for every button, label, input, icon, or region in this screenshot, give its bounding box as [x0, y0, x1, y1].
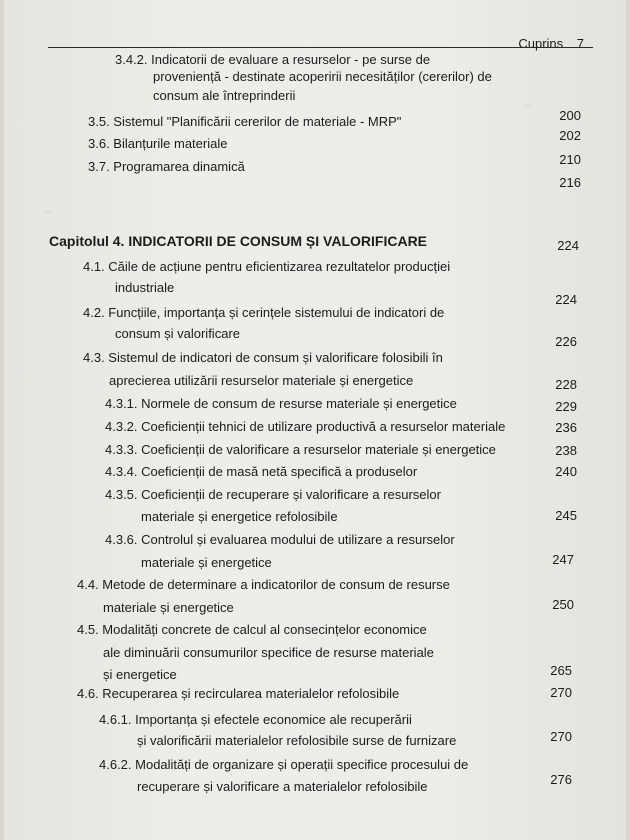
toc-line: 3.4.2. Indicatorii de evaluare a resurselor - pe surse de: [115, 52, 431, 67]
toc-line: 4.3.5. Coeficienții de recuperare și valorificare a resurselor: [105, 487, 441, 502]
toc-line: materiale și energetice: [103, 600, 234, 615]
toc-line: 3.5. Sistemul "Planificării cererilor de materiale - MRP": [88, 114, 402, 129]
toc-line: 4.3.2. Coeficienții tehnici de utilizare productivă a resurselor materiale: [105, 419, 506, 434]
toc-line: 4.1. Căile de acțiune pentru eficientizarea rezultatelor producției: [83, 259, 451, 274]
toc-line: aprecierea utilizării resurselor materiale și energetice: [109, 373, 414, 388]
toc-line: proveniență - destinate acoperirii necesităților (cererilor) de: [153, 69, 492, 84]
toc-line: 4.2. Funcțiile, importanța și cerințele sistemului de indicatori de: [83, 305, 445, 320]
bleed-through-mark: ─: [524, 98, 533, 112]
toc-page-number: 245: [555, 508, 577, 523]
toc-page-number: 226: [555, 334, 577, 349]
chapter-heading: Capitolul 4. INDICATORII DE CONSUM ȘI VALORIFICARE: [49, 233, 428, 249]
toc-line: și valorificării materialelor refolosibile surse de furnizare: [137, 733, 457, 748]
toc-line: 4.3.1. Normele de consum de resurse materiale și energetice: [105, 396, 457, 411]
toc-page-number: 270: [550, 685, 572, 700]
toc-page-number: 200: [559, 108, 581, 123]
toc-page-number: 224: [557, 238, 579, 253]
bleed-through-mark: ─: [44, 205, 53, 219]
toc-line: 4.3. Sistemul de indicatori de consum și valorificare folosibili în: [83, 350, 443, 365]
toc-line: 4.6.1. Importanța și efectele economice ale recuperării: [99, 712, 412, 727]
toc-line: materiale și energetice refolosibile: [141, 509, 338, 524]
toc-line: industriale: [115, 280, 175, 295]
header-section-title: Cuprins: [518, 36, 564, 51]
header-rule: [48, 47, 593, 48]
toc-page-number: 238: [555, 443, 577, 458]
toc-page-number: 240: [555, 464, 577, 479]
toc-line: 4.6.2. Modalități de organizare și operații specifice procesului de: [99, 757, 469, 772]
toc-line: 3.6. Bilanțurile materiale: [88, 136, 228, 151]
toc-line: 4.3.4. Coeficienții de masă netă specifică a produselor: [105, 464, 418, 479]
toc-page-number: 265: [550, 663, 572, 678]
toc-page-number: 229: [555, 399, 577, 414]
toc-line: 4.3.6. Controlul și evaluarea modului de utilizare a resurselor: [105, 532, 455, 547]
toc-line: 4.4. Metode de determinare a indicatorilor de consum de resurse: [77, 577, 450, 592]
toc-page-number: 250: [552, 597, 574, 612]
toc-page-number: 216: [559, 175, 581, 190]
toc-line: ale diminuării consumurilor specifice de resurse materiale: [103, 645, 434, 660]
toc-line: recuperare și valorificare a materialelor refolosibile: [137, 779, 428, 794]
header-page-number: 7: [576, 36, 584, 51]
book-page: [4, 0, 626, 840]
toc-line: consum și valorificare: [115, 326, 240, 341]
toc-page-number: 247: [552, 552, 574, 567]
toc-line: consum ale întreprinderii: [153, 88, 296, 103]
toc-page-number: 270: [550, 729, 572, 744]
toc-page-number: 276: [550, 772, 572, 787]
toc-line: 4.3.3. Coeficienții de valorificare a resurselor materiale și energetice: [105, 442, 496, 457]
toc-page-number: 202: [559, 128, 581, 143]
toc-page-number: 236: [555, 420, 577, 435]
toc-page-number: 210: [559, 152, 581, 167]
toc-page-number: 228: [555, 377, 577, 392]
toc-line: materiale și energetice: [141, 555, 272, 570]
toc-line: 4.6. Recuperarea și recircularea materialelor refolosibile: [77, 686, 400, 701]
toc-line: 3.7. Programarea dinamică: [88, 159, 245, 174]
running-header: [508, 36, 584, 51]
toc-line: și energetice: [103, 667, 177, 682]
toc-line: 4.5. Modalități concrete de calcul al consecințelor economice: [77, 622, 427, 637]
toc-page-number: 224: [555, 292, 577, 307]
